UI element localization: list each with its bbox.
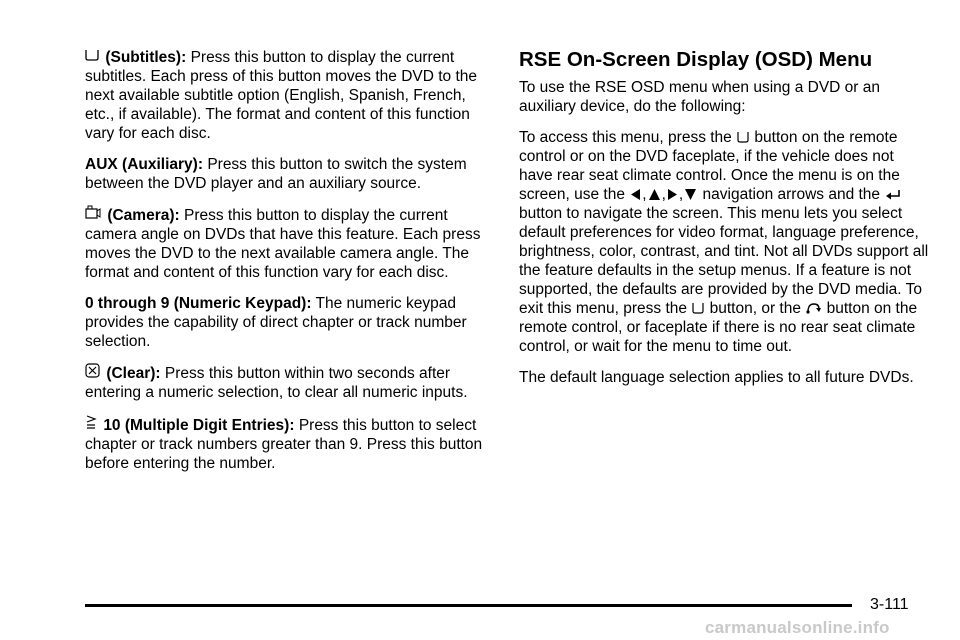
watermark: carmanualsonline.info bbox=[705, 618, 890, 637]
aux-paragraph bbox=[85, 155, 495, 193]
aux-text: Press this button to switch the system between the DVD player and an auxiliary source. bbox=[85, 156, 467, 192]
clear-term: (Clear): bbox=[106, 365, 161, 382]
arrow-sep-2: , bbox=[661, 186, 666, 203]
keypad-term: 0 through 9 (Numeric Keypad): bbox=[85, 295, 312, 312]
camera-icon bbox=[85, 205, 101, 220]
arrow-down-icon bbox=[684, 188, 697, 201]
default-language-paragraph: The default language selection applies to all future DVDs. bbox=[519, 369, 914, 386]
display-menu-icon-2 bbox=[692, 302, 704, 315]
left-column bbox=[85, 48, 495, 485]
arrow-sep-1: , bbox=[642, 186, 647, 203]
subtitles-icon bbox=[85, 49, 99, 62]
multi-digit-icon bbox=[85, 414, 97, 430]
keypad-paragraph bbox=[85, 294, 495, 351]
menu-access-paragraph bbox=[519, 128, 929, 356]
camera-paragraph bbox=[85, 205, 495, 282]
menu-text-a: To access this menu, press the bbox=[519, 129, 732, 146]
multi-term: 10 (Multiple Digit Entries): bbox=[103, 417, 295, 434]
right-column bbox=[519, 48, 929, 399]
clear-icon bbox=[85, 363, 100, 378]
arrow-right-icon bbox=[667, 188, 678, 201]
arrow-up-icon bbox=[648, 188, 661, 201]
camera-text: Press this button to display the current camera angle on DVDs that have this feature. Each press moves the DVD to the next available camera angle. The format and content of this function vary for each disc. bbox=[85, 207, 481, 281]
subtitles-paragraph bbox=[85, 48, 495, 143]
menu-text-b: button on the remote control or on the DVD faceplate, if the vehicle does not have rear seat climate control. Once the menu is on the screen, use the bbox=[519, 129, 900, 203]
display-menu-icon bbox=[737, 131, 749, 144]
enter-icon bbox=[885, 189, 901, 201]
menu-text-d: button to navigate the screen. This menu lets you select default preferences for video format, language preference, brightness, color, contrast, and tint. Not all DVDs support all the feature defaults in the setup menus. If a feature is not supported, the defaults are provided by the DVD media. To exit this menu, press the bbox=[519, 205, 929, 317]
menu-text-c: navigation arrows and the bbox=[702, 186, 881, 203]
subtitles-text: Press this button to display the current subtitles. Each press of this button moves the DVD to the next available subtitle option (English, Spanish, French, etc., if available). The format and content of this function vary for each disc. bbox=[85, 49, 478, 142]
keypad-text: The numeric keypad provides the capability of direct chapter or track number selection. bbox=[85, 295, 467, 350]
intro-paragraph: To use the RSE OSD menu when using a DVD or an auxiliary device, do the following: bbox=[519, 79, 880, 115]
arrow-sep-3: , bbox=[678, 186, 684, 203]
camera-term: (Camera): bbox=[107, 207, 180, 224]
return-icon bbox=[806, 302, 821, 315]
clear-paragraph bbox=[85, 363, 495, 402]
footer-rule bbox=[85, 604, 852, 607]
menu-text-e: button, or the bbox=[709, 300, 801, 317]
aux-term: AUX (Auxiliary): bbox=[85, 156, 203, 173]
multi-text: Press this button to select chapter or track numbers greater than 9. Press this button before entering the number. bbox=[85, 417, 483, 472]
menu-text-f: button on the remote control, or faceplate if there is no rear seat climate control, or wait for the menu to time out. bbox=[519, 300, 918, 355]
multi-paragraph bbox=[85, 414, 495, 473]
subtitles-term: (Subtitles): bbox=[105, 49, 187, 66]
arrow-left-icon bbox=[630, 188, 641, 201]
page-number: 3-111 bbox=[870, 596, 909, 613]
clear-text: Press this button within two seconds after entering a numeric selection, to clear all numeric inputs. bbox=[85, 365, 468, 401]
section-heading: RSE On-Screen Display (OSD) Menu bbox=[519, 48, 873, 71]
